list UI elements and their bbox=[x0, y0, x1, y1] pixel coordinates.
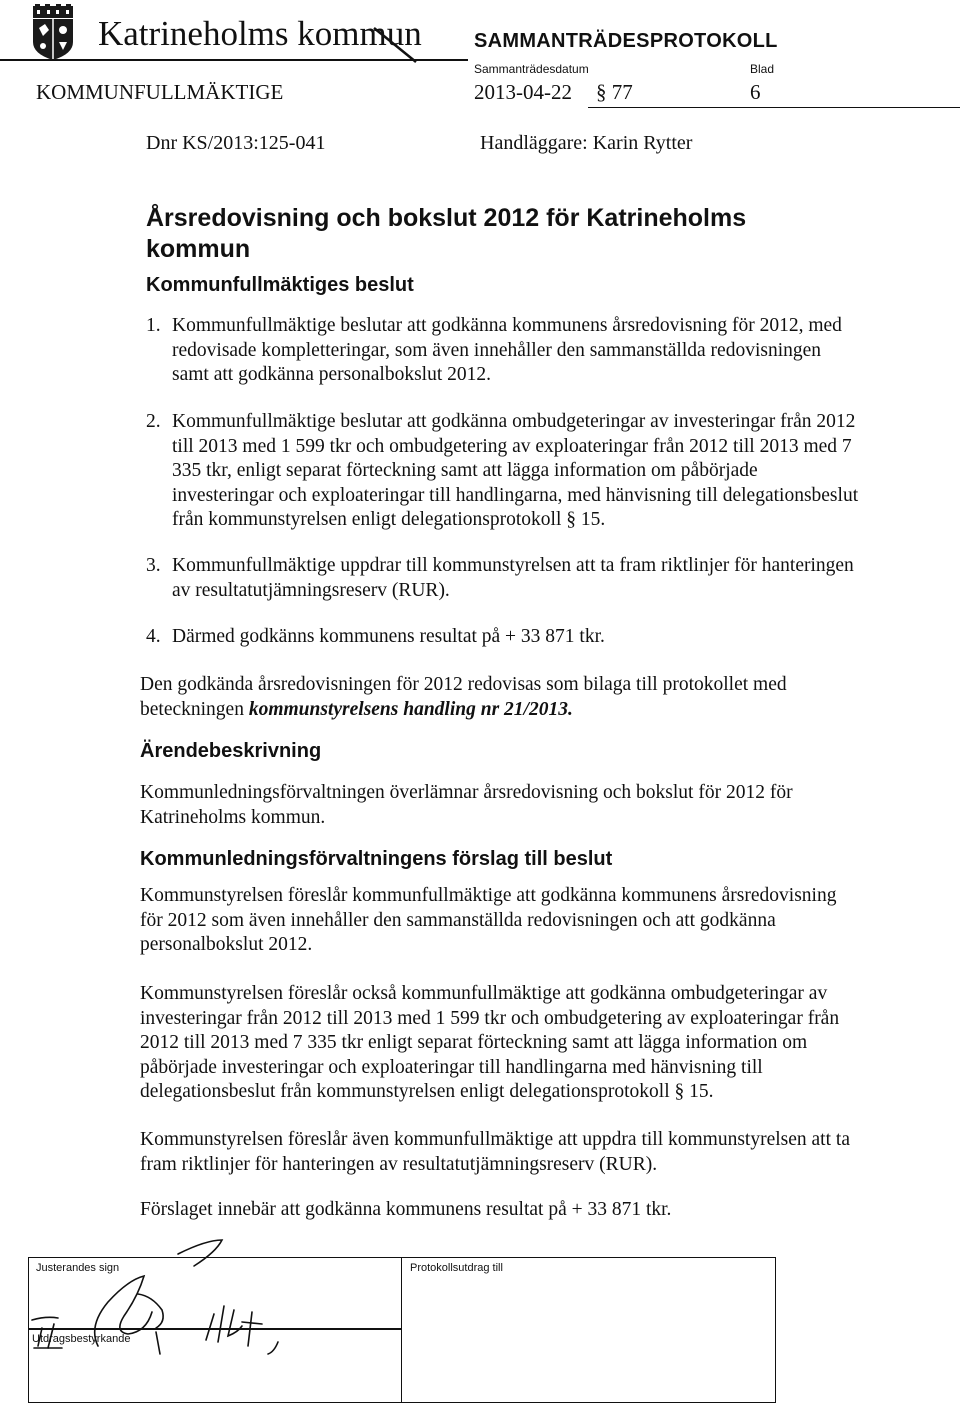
attachment-reference: kommunstyrelsens handling nr 21/2013. bbox=[248, 698, 573, 720]
paragraph-number: § 77 bbox=[596, 80, 633, 104]
organization-name: Katrineholms kommun bbox=[98, 14, 422, 53]
attachment-note bbox=[140, 673, 862, 722]
case-description-heading: Ärendebeskrivning bbox=[140, 740, 322, 762]
extract-box bbox=[402, 1257, 776, 1403]
decision-item-number: 4. bbox=[146, 626, 161, 647]
decision-item-text: Kommunfullmäktige beslutar att godkänna ombudgeteringar av investeringar från 2012 till 2013 med 1 599 tkr och ombudgetering av exploateringar från 2012 till 2013 med 7 335 tkr, enligt separat förteckning samt att lägga information om påbörjade investeringar och exploateringar till handlingarna, med hänvisning till delegationsbeslut från kommunstyrelsen enligt delegationsprotokoll § 15. bbox=[172, 411, 859, 530]
decision-item-text: Kommunfullmäktige uppdrar till kommunstyrelsen att ta fram riktlinjer för hanteringen av resultatutjämningsreserv (RUR). bbox=[172, 555, 854, 601]
case-description-text: Kommunledningsförvaltningen överlämnar årsredovisning och bokslut för 2012 för Katrineholms kommun. bbox=[140, 782, 793, 828]
decision-heading: Kommunfullmäktiges beslut bbox=[146, 274, 414, 296]
meeting-date: 2013-04-22 bbox=[474, 80, 572, 104]
handwritten-signatures bbox=[28, 1236, 402, 1356]
decision-item-number: 3. bbox=[146, 555, 161, 576]
protocol-title: SAMMANTRÄDESPROTOKOLL bbox=[474, 30, 778, 52]
decision-item-number: 2. bbox=[146, 411, 161, 432]
certify-label: Utdragsbestyrkande bbox=[32, 1333, 131, 1345]
body-name: KOMMUNFULLMÄKTIGE bbox=[36, 80, 284, 104]
proposal-paragraph: Förslaget innebär att godkänna kommunens resultat på + 33 871 tkr. bbox=[140, 1199, 672, 1220]
attachment-note-text: Den godkända årsredovisningen för 2012 redovisas som bilaga till protokollet med beteckningen bbox=[140, 674, 787, 720]
proposal-paragraph: Kommunstyrelsen föreslår också kommunfullmäktige att godkänna ombudgeteringar av investeringar från 2012 till 2013 med 1 599 tkr och ombudgetering av exploateringar från 2012 till 2013 med 7 335 tkr enligt separat förteckning samt att lägga information om påbörjade investeringar och exploateringar till handlingarna med hänvisning till delegationsbeslut från kommunstyrelsen enligt delegationsprotokoll § 15. bbox=[140, 983, 840, 1102]
proposal-paragraph: Kommunstyrelsen föreslår även kommunfullmäktige att uppdra till kommunstyrelsen att ta fram riktlinjer för hanteringen av resultatutjämningsreserv (RUR). bbox=[140, 1129, 850, 1175]
proposal-paragraph: Kommunstyrelsen föreslår kommunfullmäktige att godkänna kommunens årsredovisning för 2012 som även innehåller den sammanställda redovisningen och att godkänna personalbokslut 2012. bbox=[140, 885, 837, 955]
page-label: Blad bbox=[750, 62, 775, 76]
document-title: Årsredovisning och bokslut 2012 för Katrineholms kommun bbox=[146, 204, 747, 263]
municipal-crest-icon bbox=[25, 4, 81, 60]
decision-item-text: Därmed godkänns kommunens resultat på + 33 871 tkr. bbox=[172, 626, 605, 647]
decision-item-number: 1. bbox=[146, 315, 161, 336]
header-slash-mark bbox=[366, 24, 424, 64]
case-number: Dnr KS/2013:125-041 bbox=[146, 132, 326, 154]
case-officer: Handläggare: Karin Rytter bbox=[480, 132, 693, 154]
page-number: 6 bbox=[750, 80, 761, 104]
extract-label: Protokollsutdrag till bbox=[410, 1262, 503, 1274]
sign-label: Justerandes sign bbox=[36, 1262, 120, 1274]
header-rule bbox=[588, 107, 960, 108]
decision-item-text: Kommunfullmäktige beslutar att godkänna kommunens årsredovisning för 2012, med redovisade kompletteringar, som även innehåller den sammanställda redovisningen samt att godkänna personalbokslut 2012. bbox=[172, 315, 842, 385]
proposal-heading: Kommunledningsförvaltningens förslag till beslut bbox=[140, 848, 613, 870]
header-underline bbox=[0, 59, 468, 61]
meeting-date-label: Sammanträdesdatum bbox=[474, 62, 589, 76]
